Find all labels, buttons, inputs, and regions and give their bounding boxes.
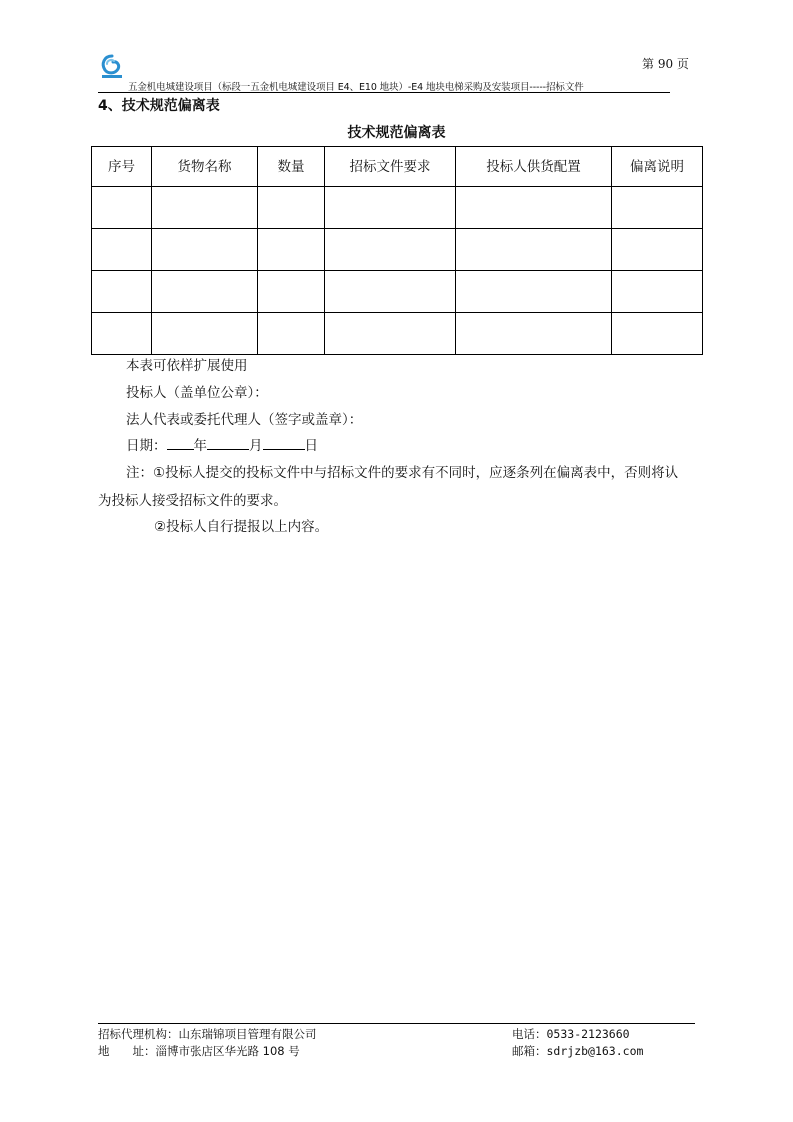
agency-label: 招标代理机构： [98, 1027, 179, 1041]
footer-divider [98, 1023, 695, 1024]
table-cell [456, 313, 612, 355]
month-blank [207, 436, 249, 450]
table-cell [152, 313, 258, 355]
table-cell [92, 313, 152, 355]
table-cell [325, 313, 456, 355]
table-title: 技术规范偏离表 [347, 125, 446, 141]
table-cell [92, 229, 152, 271]
date-label: 日期： [126, 438, 167, 454]
column-header: 货物名称 [152, 147, 258, 187]
day-label: 日 [304, 438, 318, 454]
legal-rep-label: 法人代表或委托代理人（签字或盖章）： [126, 412, 363, 428]
table-row [92, 187, 703, 229]
phone-number: 0533-2123660 [546, 1027, 630, 1041]
page-number: 第 90 页 [642, 57, 689, 71]
address-line [98, 1043, 300, 1059]
column-header: 序号 [92, 147, 152, 187]
table-cell [456, 187, 612, 229]
agency-name: 山东瑞锦项目管理有限公司 [178, 1027, 317, 1041]
note-2: ②投标人自行提报以上内容。 [154, 519, 329, 535]
column-header: 招标文件要求 [325, 147, 456, 187]
table-cell [92, 271, 152, 313]
day-blank [263, 436, 305, 450]
phone-line [512, 1026, 630, 1042]
table-cell [325, 271, 456, 313]
table-cell [325, 229, 456, 271]
table-header-row [92, 147, 703, 187]
table-cell [612, 187, 703, 229]
header-divider [98, 92, 670, 93]
table-row [92, 229, 703, 271]
note-1-line-1: 注：①投标人提交的投标文件中与招标文件的要求有不同时，应逐条列在偏离表中，否则将认 [126, 465, 679, 481]
table-cell [258, 271, 325, 313]
agency-line [98, 1026, 317, 1042]
column-header: 数量 [258, 147, 325, 187]
bidder-seal-label: 投标人（盖单位公章）： [126, 385, 268, 401]
table-cell [456, 271, 612, 313]
section-title: 4、技术规范偏离表 [98, 98, 220, 114]
table-cell [92, 187, 152, 229]
address-value: 淄博市张店区华光路 108 号 [155, 1044, 300, 1058]
deviation-table [91, 146, 703, 355]
table-cell [152, 187, 258, 229]
table-cell [612, 229, 703, 271]
table-row [92, 313, 703, 355]
table-cell [258, 187, 325, 229]
document-header-title: 五金机电城建设项目（标段一五金机电城建设项目 E4、E10 地块）-E4 地块电梯采购及安装项目-----招标文件 [128, 82, 584, 93]
extend-note: 本表可依样扩展使用 [126, 358, 248, 374]
year-label: 年 [193, 438, 207, 454]
email-label: 邮箱： [512, 1044, 547, 1058]
date-line [126, 434, 318, 454]
table-cell [325, 187, 456, 229]
email-value: sdrjzb@163.com [546, 1044, 644, 1058]
table-cell [258, 313, 325, 355]
phone-label: 电话： [512, 1027, 547, 1041]
table-cell [152, 271, 258, 313]
table-row [92, 271, 703, 313]
company-logo-icon [98, 52, 126, 80]
table-cell [612, 313, 703, 355]
table-cell [456, 229, 612, 271]
note-1-line-2: 为投标人接受招标文件的要求。 [98, 493, 287, 509]
email-line [512, 1043, 643, 1059]
column-header: 偏离说明 [612, 147, 703, 187]
table-cell [152, 229, 258, 271]
column-header: 投标人供货配置 [456, 147, 612, 187]
table-cell [258, 229, 325, 271]
year-blank [167, 436, 194, 450]
address-label: 地 址： [98, 1044, 156, 1058]
month-label: 月 [249, 438, 263, 454]
table-cell [612, 271, 703, 313]
